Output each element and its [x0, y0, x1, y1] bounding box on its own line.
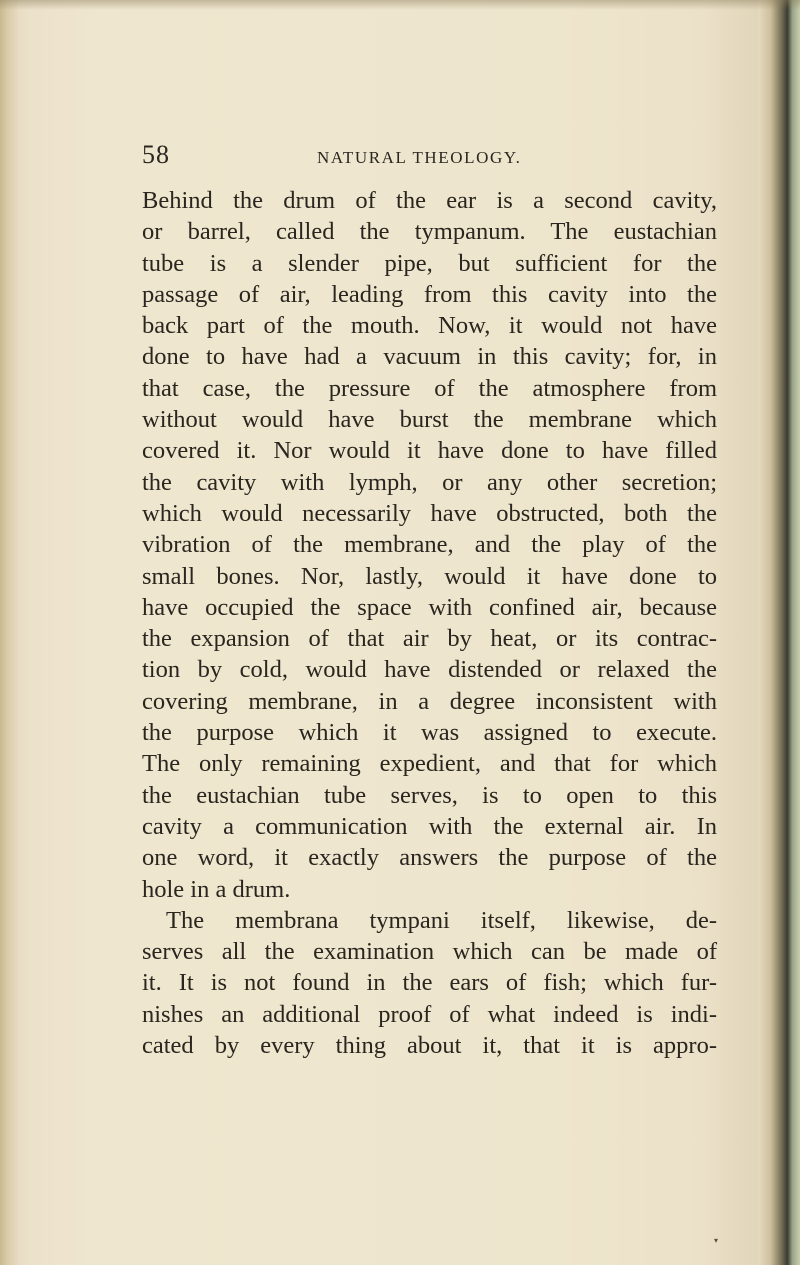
text-line: have occupied the space with confined air, because [142, 593, 717, 621]
text-line: small bones. Nor, lastly, would it have done to [142, 562, 717, 590]
text-line: tube is a slender pipe, but sufficient for the [142, 249, 717, 277]
top-edge-shadow [0, 0, 800, 10]
text-line: which would necessarily have obstructed, both the [142, 499, 717, 527]
text-line: the expansion of that air by heat, or its contrac- [142, 625, 717, 653]
text-line: tion by cold, would have distended or relaxed the [142, 656, 717, 684]
text-line: covered it. Nor would it have done to have filled [142, 437, 717, 465]
text-line: Behind the drum of the ear is a second cavity, [142, 187, 717, 214]
text-line: cated by every thing about it, that it is appro- [142, 1032, 717, 1060]
text-line: vibration of the membrane, and the play of the [142, 531, 717, 559]
text-line: the purpose which it was assigned to execute. [142, 719, 717, 747]
text-line: the eustachian tube serves, is to open to this [142, 781, 717, 809]
text-line: The only remaining expedient, and that for which [142, 750, 717, 778]
running-title: NATURAL THEOLOGY. [317, 148, 522, 167]
text-line: nishes an additional proof of what indeed is indi- [142, 1000, 717, 1028]
text-line: the cavity with lymph, or any other secretion; [142, 468, 717, 496]
page-header [142, 140, 742, 174]
page-fore-edge [758, 0, 800, 1265]
page-gutter [0, 0, 18, 1265]
text-line: cavity a communication with the external air. In [142, 812, 717, 840]
text-line: one word, it exactly answers the purpose of the [142, 844, 717, 872]
text-line: hole in a drum. [142, 875, 291, 903]
printer-mark: ▾ [714, 1236, 719, 1245]
text-line: it. It is not found in the ears of fish; which fur- [142, 969, 717, 997]
text-line: The membrana tympani itself, likewise, de- [166, 906, 717, 934]
body-text [142, 185, 717, 1061]
text-line: serves all the examination which can be made of [142, 938, 717, 966]
text-line: or barrel, called the tympanum. The eustachian [142, 218, 717, 246]
text-line: that case, the pressure of the atmosphere from [142, 374, 717, 402]
text-line: done to have had a vacuum in this cavity; for, in [142, 343, 717, 371]
text-line: covering membrane, in a degree inconsistent with [142, 687, 717, 715]
text-line: back part of the mouth. Now, it would not have [142, 312, 717, 340]
text-line: passage of air, leading from this cavity into the [142, 280, 717, 308]
page-number: 58 [142, 140, 170, 169]
text-line: without would have burst the membrane which [142, 406, 717, 434]
